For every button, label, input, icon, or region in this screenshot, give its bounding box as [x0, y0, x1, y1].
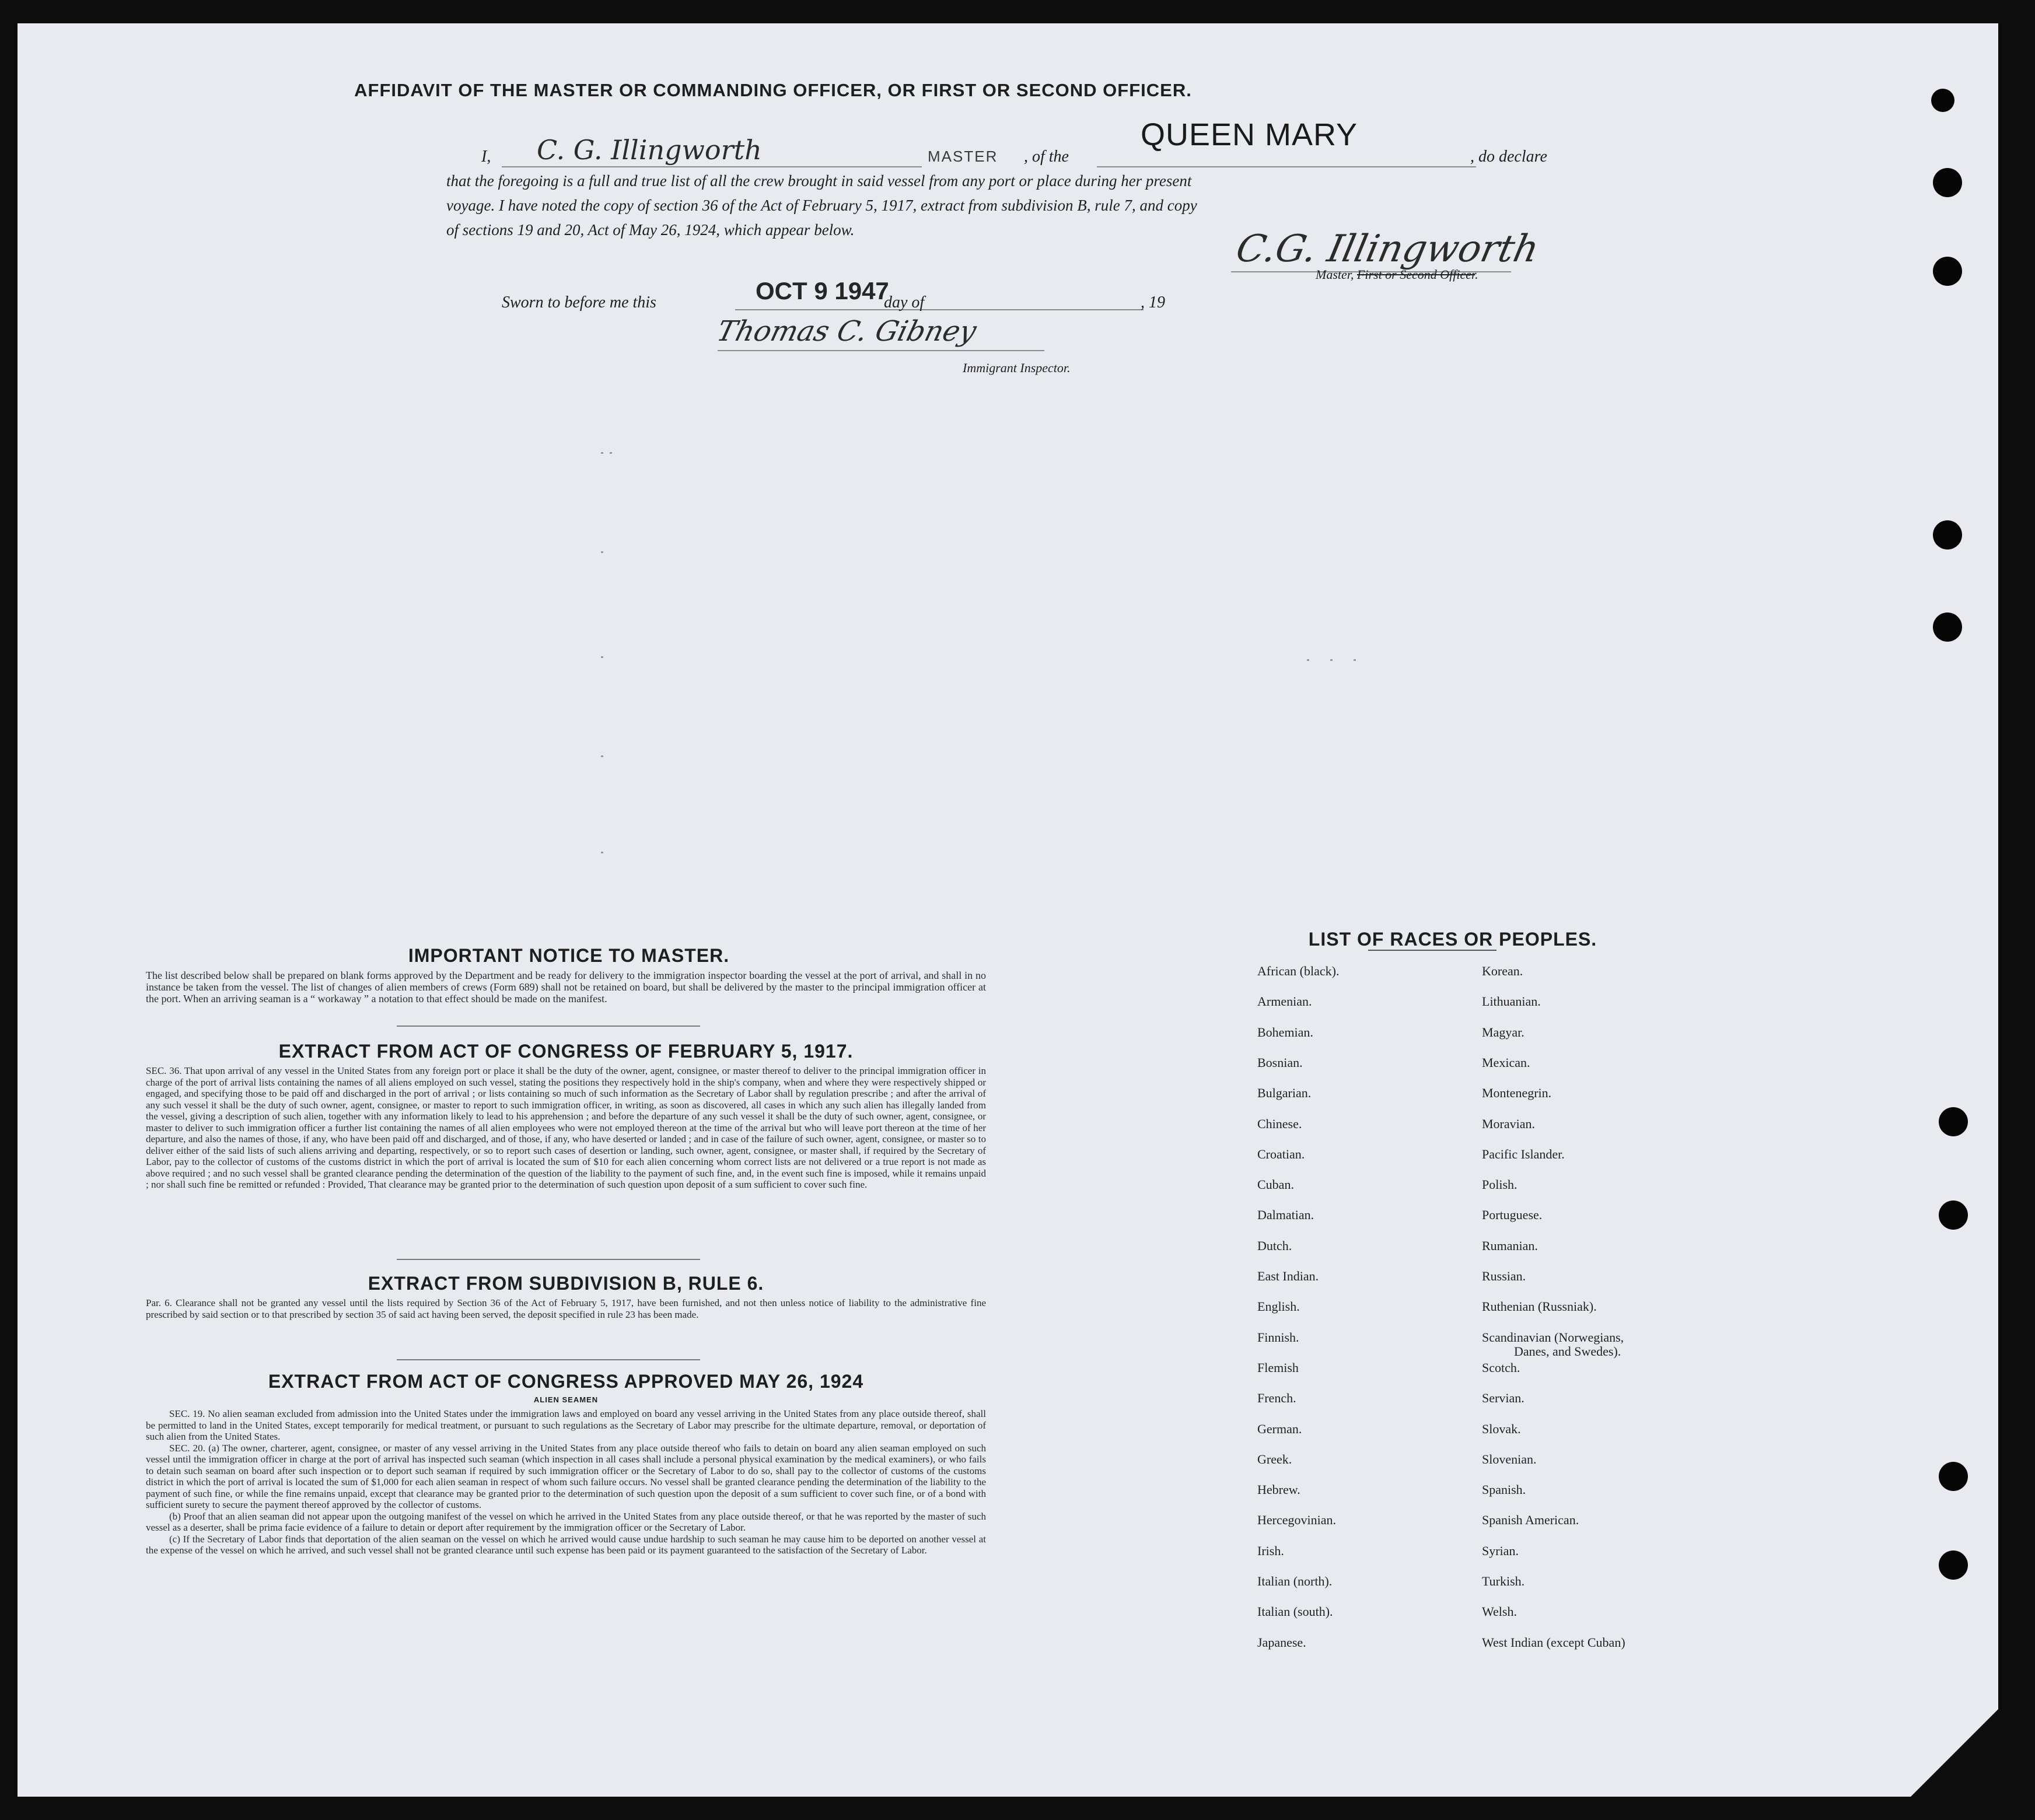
race-item: Flemish	[1257, 1360, 1299, 1375]
sec-20b-text: (b) Proof that an alien seaman did not appear upon the outgoing manifest of the vessel on which he arrived in the United States from any place outside thereof, or that he was reported by the master of such vessel as a deserter, shall be prima facie evidence of a failure to detain or deport after requirement by the immigration officer or the Secretary of Labor.	[146, 1510, 986, 1533]
race-item: Greek.	[1257, 1451, 1292, 1466]
race-item: Armenian.	[1257, 994, 1312, 1009]
race-item: Portuguese.	[1482, 1208, 1543, 1223]
race-item: Pacific Islander.	[1482, 1146, 1565, 1161]
sec-19-text: SEC. 19. No alien seaman excluded from admission into the United States under the immigration laws and employed on board any vessel arriving in the United States from any place outside thereof, shall be permitted to land in the United States, except temporarily for medical treatment, or pursuant to such regulations as the Secretary of Labor may prescribe for the ultimate departure, removal, or deportation of such alien from the United States.	[146, 1408, 986, 1442]
master-signature: C.G. Illingworth	[1232, 228, 1543, 271]
binding-hole	[1939, 1462, 1968, 1491]
inspector-title: Immigrant Inspector.	[963, 360, 1071, 375]
race-item: Finnish.	[1257, 1329, 1299, 1345]
race-item: Bosnian.	[1257, 1055, 1303, 1070]
race-item: Hercegovinian.	[1257, 1513, 1336, 1528]
race-item: East Indian.	[1257, 1269, 1319, 1283]
document-page	[18, 23, 1998, 1797]
binding-hole	[1933, 257, 1962, 286]
vessel-name: QUEEN MARY	[1141, 117, 1358, 152]
race-item: Moravian.	[1482, 1116, 1536, 1131]
race-item: Croatian.	[1257, 1146, 1305, 1161]
i-label: I,	[481, 148, 491, 166]
race-item: Dalmatian.	[1257, 1208, 1314, 1223]
race-item: Korean.	[1482, 964, 1523, 978]
race-item: German.	[1257, 1421, 1302, 1436]
race-item: Chinese.	[1257, 1116, 1302, 1131]
sec-20c-text: (c) If the Secretary of Labor finds that deportation of the alien seaman on the vessel on which he arrived would cause undue hardship to such seaman he may cause him to be deported on another vessel at the expense of the vessel on which he arrived, and such vessel shall not be granted clearance until such expense has been paid or its payment guaranteed to the satisfaction of the Secretary of Labor.	[146, 1533, 986, 1556]
race-item: Magyar.	[1482, 1024, 1524, 1040]
race-item: Ruthenian (Russniak).	[1482, 1299, 1597, 1314]
race-item: Bohemian.	[1257, 1024, 1313, 1040]
races-title: LIST OF RACES OR PEOPLES.	[1308, 929, 1597, 950]
race-item: Dutch.	[1257, 1238, 1292, 1253]
notice-title: IMPORTANT NOTICE TO MASTER.	[408, 945, 730, 966]
extract-1924-subtitle: ALIEN SEAMEN	[533, 1395, 599, 1404]
race-item: Slovak.	[1482, 1421, 1521, 1436]
race-item: Scotch.	[1482, 1360, 1520, 1375]
of-the-label: , of the	[1024, 148, 1069, 166]
race-item: Spanish.	[1482, 1482, 1526, 1497]
race-item: Russian.	[1482, 1269, 1526, 1283]
extract-1924-title: EXTRACT FROM ACT OF CONGRESS APPROVED MAY 26, 1924	[268, 1371, 864, 1392]
affidavit-title: AFFIDAVIT OF THE MASTER OR COMMANDING OFFICER, OR FIRST OR SECOND OFFICER.	[354, 80, 1192, 100]
race-item: Syrian.	[1482, 1543, 1519, 1558]
subdivision-title: EXTRACT FROM SUBDIVISION B, RULE 6.	[368, 1273, 764, 1294]
signature-title-master: Master,	[1316, 267, 1354, 282]
officer-name-handwritten: C. G. Illingworth	[537, 134, 762, 166]
binding-hole	[1939, 1550, 1968, 1580]
race-item: West Indian (except Cuban)	[1482, 1634, 1625, 1650]
race-item: Hebrew.	[1257, 1482, 1300, 1497]
folded-corner	[1911, 1709, 1998, 1797]
binding-hole	[1933, 520, 1962, 550]
declaration-line-1: that the foregoing is a full and true list of all the crew brought in said vessel from any port or place during her present	[446, 172, 1192, 190]
sworn-label: Sworn to before me this	[502, 293, 656, 312]
binding-hole	[1931, 89, 1954, 112]
day-of-label: day of	[884, 293, 925, 312]
binding-hole	[1939, 1107, 1968, 1136]
sworn-date-stamp: OCT 9 1947	[756, 277, 889, 304]
signature-title	[1316, 267, 1478, 282]
race-item: French.	[1257, 1391, 1296, 1406]
inspector-signature: Thomas C. Gibney	[714, 315, 980, 348]
binding-hole	[1933, 168, 1962, 197]
extract-1924-body	[146, 1408, 986, 1556]
do-declare-label: , do declare	[1470, 148, 1547, 166]
year-prefix: , 19	[1141, 293, 1165, 312]
rank-stamp: MASTER	[928, 148, 998, 165]
race-item: Spanish American.	[1482, 1513, 1579, 1528]
race-item: Polish.	[1482, 1177, 1517, 1192]
extract-1917-title: EXTRACT FROM ACT OF CONGRESS OF FEBRUARY 5, 1917.	[278, 1041, 854, 1062]
race-item: Cuban.	[1257, 1177, 1294, 1192]
race-item: Japanese.	[1257, 1634, 1306, 1650]
race-item: Bulgarian.	[1257, 1086, 1312, 1101]
race-item: Italian (south).	[1257, 1604, 1333, 1619]
race-item: Lithuanian.	[1482, 994, 1541, 1009]
race-item: African (black).	[1257, 964, 1340, 978]
extract-1917-text: SEC. 36. That upon arrival of any vessel in the United States from any foreign port or place it shall be the duty of the owner, agent, consignee, or master thereof to deliver to the principal immigration officer in charge of the port of arrival lists containing the names of all aliens employed on such vessel, stating the positions they respectively hold in the ship's company, when and where they were respectively shipped or engaged, and specifying those to be paid off and discharged in the port of arrival ; or lists containing so much of such information as the Secretary of Labor shall by regulation prescribe ; and after the arrival of any such vessel it shall be the duty of such owner, agent, consignee, or master to report to such immigration officer, in writing, as soon as discovered, all cases in which any such alien has illegally landed from the vessel, giving a description of such alien, together with any information likely to lead to his apprehension ; and before the departure of any such vessel it shall be the duty of such owner, agent, consignee, or master to deliver to such immigration officer a further list containing the names of all alien employees who were not employed thereon at the time of the arrival but who will leave port thereon at the time of her departure, and also the names of those, if any, who have been paid off and discharged, and of those, if any, who have deserted or landed ; and in case of the failure of such owner, agent, consignee, or master so to deliver either of the said lists of such aliens arriving and departing, respectively, or so to report such cases of desertion or landing, such owner, agent, consignee, or master shall, if required by the Secretary of Labor, pay to the collector of customs of the customs district in which the port of arrival is located the sum of $10 for each alien concerning whom correct lists are not delivered or a true report is not made as above required ; and no such vessel shall be granted clearance pending the determination of the question of the liability to the payment of such fine, and, in the event such fine is imposed, while it remains unpaid ; nor shall such fine be remitted or refunded : Provided, That clearance may be granted prior to the determination of such question upon deposit of a sum sufficient to cover such fine.	[146, 1065, 986, 1190]
declaration-line-2: voyage. I have noted the copy of section 36 of the Act of February 5, 1917, extract from subdivision B, rule 7, and copy	[446, 197, 1197, 214]
race-item: Rumanian.	[1482, 1238, 1538, 1253]
race-item: Welsh.	[1482, 1604, 1517, 1619]
race-item: Montenegrin.	[1482, 1086, 1552, 1101]
declaration-line-3: of sections 19 and 20, Act of May 26, 1924, which appear below.	[446, 221, 855, 239]
race-item: Slovenian.	[1482, 1451, 1537, 1466]
race-item-continuation: Danes, and Swedes).	[1514, 1343, 1621, 1359]
binding-hole	[1939, 1200, 1968, 1230]
notice-text: The list described below shall be prepared on blank forms approved by the Department and be ready for delivery to the immigration inspector boarding the vessel at the port of arrival, and shall in no instance be taken from the vessel. The list of changes of alien members of crews (Form 689) shall not be retained on board, but shall be delivered by the master to the principal immigration officer at the port. When an arriving seaman is a “ workaway ” a notation to that effect should be made on the manifest.	[146, 970, 986, 1005]
signature-title-struck: First or Second Officer	[1356, 267, 1475, 282]
sec-20a-text: SEC. 20. (a) The owner, charterer, agent, consignee, or master of any vessel arriving in the United States from any place outside thereof who fails to detain on board any alien seaman employed on such vessel until the immigration officer in charge at the port of arrival has inspected such seaman (which inspection in all cases shall include a personal physical examination by the medical examiners), or who fails to detain such seaman on board after such inspection or to deport such seaman if required by such immigration officer or the Secretary of Labor to do so, shall pay to the collector of customs of the customs district in which the port of arrival is located the sum of $1,000 for each alien seaman in respect of whom such failure occurs. No vessel shall be granted clearance pending the determination of the liability to the payment of such fine, or while the fine remains unpaid, except that clearance may be granted prior to the determination of such question upon the deposit of a sum sufficient to cover such fine, or of a bond with sufficient surety to secure the payment thereof approved by the collector of customs.	[146, 1442, 986, 1510]
subdivision-text: Par. 6. Clearance shall not be granted any vessel until the lists required by Section 36 of the Act of February 5, 1917, have been furnished, and not then unless notice of liability to the administrative fine prescribed by said section or to that prescribed by section 35 of said act having been served, the deposit specified in rule 23 has been made.	[146, 1297, 986, 1320]
race-item: Mexican.	[1482, 1055, 1530, 1070]
race-item: Italian (north).	[1257, 1574, 1333, 1588]
race-item: Servian.	[1482, 1391, 1524, 1406]
binding-hole	[1933, 612, 1962, 642]
race-item: English.	[1257, 1299, 1300, 1314]
race-item: Irish.	[1257, 1543, 1284, 1558]
race-item: Scandinavian (Norwegians,	[1482, 1329, 1624, 1345]
race-item: Turkish.	[1482, 1574, 1525, 1588]
signature-title-end: .	[1475, 267, 1478, 282]
